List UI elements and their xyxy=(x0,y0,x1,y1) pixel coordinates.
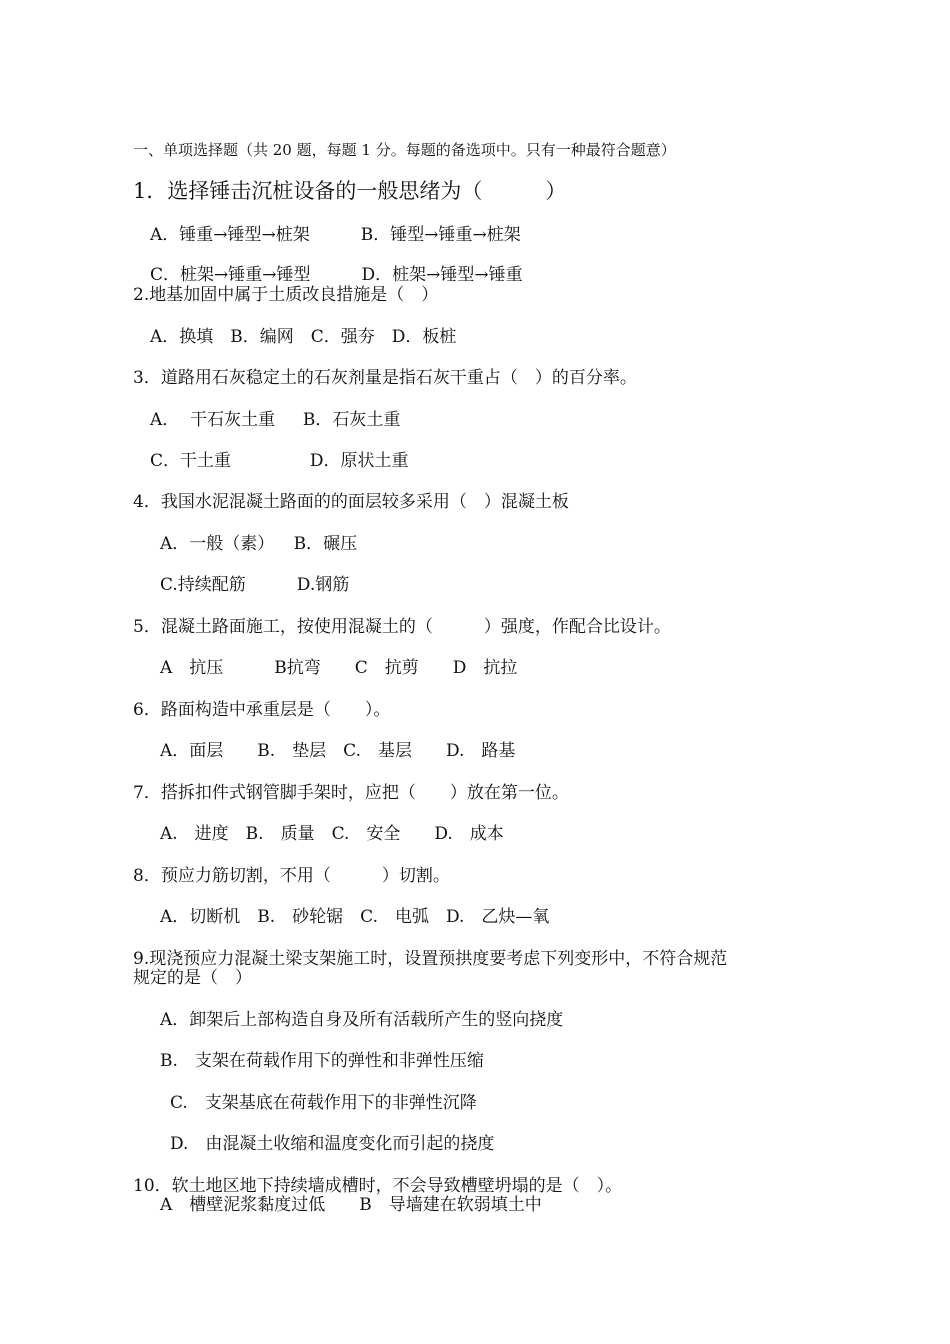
q3-options-ab: A． 干石灰土重 B．石灰土重 xyxy=(150,410,401,430)
q6-options: A．面层 B. 垫层 C. 基层 D. 路基 xyxy=(160,741,516,761)
q9-option-c: C. 支架基底在荷载作用下的非弹性沉降 xyxy=(170,1093,477,1113)
q8-options: A．切断机 B. 砂轮锯 C. 电弧 D. 乙炔—氧 xyxy=(160,907,550,927)
q9-option-a: A．卸架后上部构造自身及所有活载所产生的竖向挠度 xyxy=(160,1010,564,1030)
question-2: 2.地基加固中属于土质改良措施是（ ） xyxy=(133,285,439,305)
question-9-line1: 9.现浇预应力混凝土梁支架施工时，设置预拱度要考虑下列变形中，不符合规范 xyxy=(133,949,728,969)
question-10: 10．软土地区地下持续墙成槽时，不会导致槽壁坍塌的是（ ）。 xyxy=(133,1176,623,1196)
q4-options-ab: A．一般（素） B．碾压 xyxy=(160,534,358,554)
q5-options: A 抗压 B抗弯 C 抗剪 D 抗拉 xyxy=(160,658,518,678)
q10-options: A 槽壁泥浆黏度过低 B 导墙建在软弱填土中 xyxy=(160,1195,542,1215)
q1-options-ab: A．锤重→锤型→桩架 B．锤型→锤重→桩架 xyxy=(150,225,521,245)
question-3: 3．道路用石灰稳定土的石灰剂量是指石灰干重占（ ）的百分率。 xyxy=(133,368,637,388)
question-7: 7．搭拆扣件式钢管脚手架时，应把（ ）放在第一位。 xyxy=(133,783,569,803)
question-5: 5．混凝土路面施工，按使用混凝土的（ ）强度，作配合比设计。 xyxy=(133,617,671,637)
q9-option-b: B. 支架在荷载作用下的弹性和非弹性压缩 xyxy=(160,1051,484,1071)
question-4: 4．我国水泥混凝土路面的的面层较多采用（ ）混凝土板 xyxy=(133,492,569,512)
q4-options-cd: C.持续配筋 D.钢筋 xyxy=(160,575,350,595)
q2-options: A．换填 B．编网 C．强夯 D．板桩 xyxy=(150,327,457,347)
question-1: 1．选择锤击沉桩设备的一般思绪为（ ） xyxy=(133,179,567,203)
q9-option-d: D. 由混凝土收缩和温度变化而引起的挠度 xyxy=(170,1134,495,1154)
q7-options: A. 进度 B. 质量 C. 安全 D. 成本 xyxy=(160,824,504,844)
question-6: 6．路面构造中承重层是（ ）。 xyxy=(133,700,391,720)
question-8: 8．预应力筋切割，不用（ ）切割。 xyxy=(133,866,450,886)
question-9-line2: 规定的是（ ） xyxy=(133,968,252,988)
section-header: 一、单项选择题（共 20 题，每题 1 分。每题的备选项中。只有一种最符合题意） xyxy=(133,141,676,159)
q3-options-cd: C．干土重 D．原状土重 xyxy=(150,451,409,471)
q1-options-cd: C．桩架→锤重→锤型 D．桩架→锤型→锤重 xyxy=(150,265,523,285)
